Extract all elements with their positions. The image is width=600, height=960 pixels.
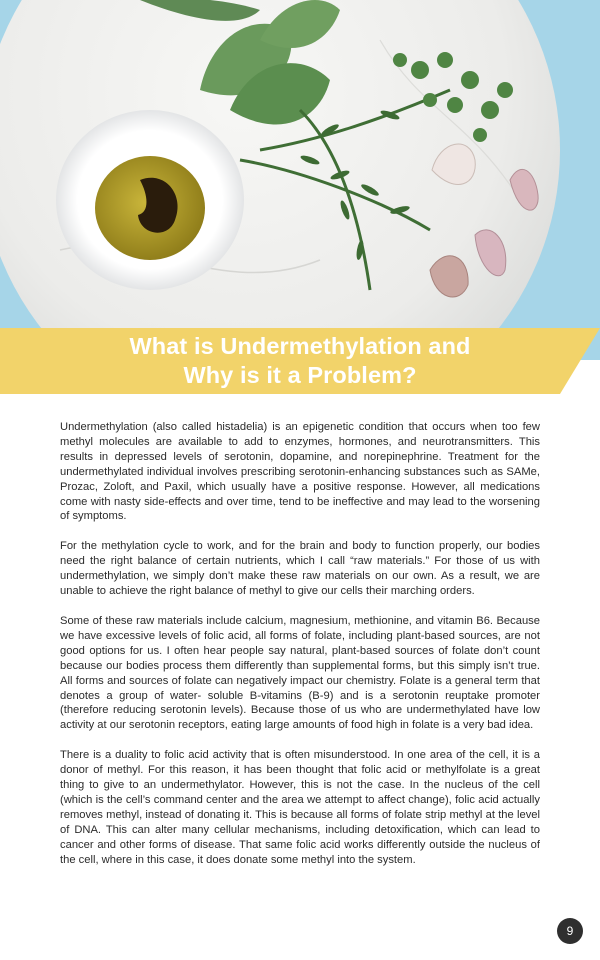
article-body xyxy=(60,420,540,882)
page-title xyxy=(0,332,600,390)
herbs-oil-garlic-illustration xyxy=(0,0,600,360)
page-number-badge: 9 xyxy=(557,918,583,944)
paragraph: Undermethylation (also called histadelia) is an epigenetic condition that occurs when too few methyl molecules are available to add to enzymes, hormones, and neurotransmitters. This results in depressed levels of serotonin, dopamine, and norepinephrine. Treatment for the undermethylated individual involves prescribing serotonin-enhancing substances such as SAMe, Prozac, Zoloft, and Paxil, which usually have a positive response. However, all medications come with nasty side-effects and over time, tend to be ineffective and may lead to the worsening of symptoms. xyxy=(60,421,540,523)
paragraph: For the methylation cycle to work, and for the brain and body to function properly, our bodies need the right balance of certain nutrients, which I call “raw materials.” For those of us with undermethylation, we simply don’t make these raw materials on our own. As a result, we are unable to achieve the right balance of methyl to give our cells their marching orders. xyxy=(60,540,540,598)
hero-photo xyxy=(0,0,600,360)
paragraph: There is a duality to folic acid activity that is often misunderstood. In one area of the cell, it is a donor of methyl. For this reason, it has been thought that folic acid or methylfolate is a great thing to give to an undermethylator. However, this is not the case. In the nucleus of the cell (which is the cell’s command center and the area we attempt to affect change), folic acid actually removes methyl, instead of donating it. This is because all forms of folate strip methyl at the level of DNA. This can alter many cellular mechanisms, including detoxification, which can lead to cancer and other forms of disease. That same folic acid works differently outside the nucleus of the cell, where in this case, it does donate some methyl into the system. xyxy=(60,749,540,866)
paragraph: Some of these raw materials include calcium, magnesium, methionine, and vitamin B6. Because we have excessive levels of folic acid, all forms of folate, including plant-based sources, are not good options for us. I often hear people say natural, plant-based sources of folate don’t count because our bodies process them differently than supplemental forms, but this simply isn’t true. All forms and sources of folate can negatively impact our chemistry. Folate is a general term that denotes a group of water- soluble B-vitamins (B-9) and is a serotonin reuptake promoter (therefore reducing serotonin levels). Because those of us who are undermethylated have low activity at our serotonin receptors, eating large amounts of food high in folate is a very bad idea. xyxy=(60,614,540,732)
title-line-1: What is Undermethylation and xyxy=(129,333,471,359)
title-line-2: Why is it a Problem? xyxy=(183,362,417,388)
